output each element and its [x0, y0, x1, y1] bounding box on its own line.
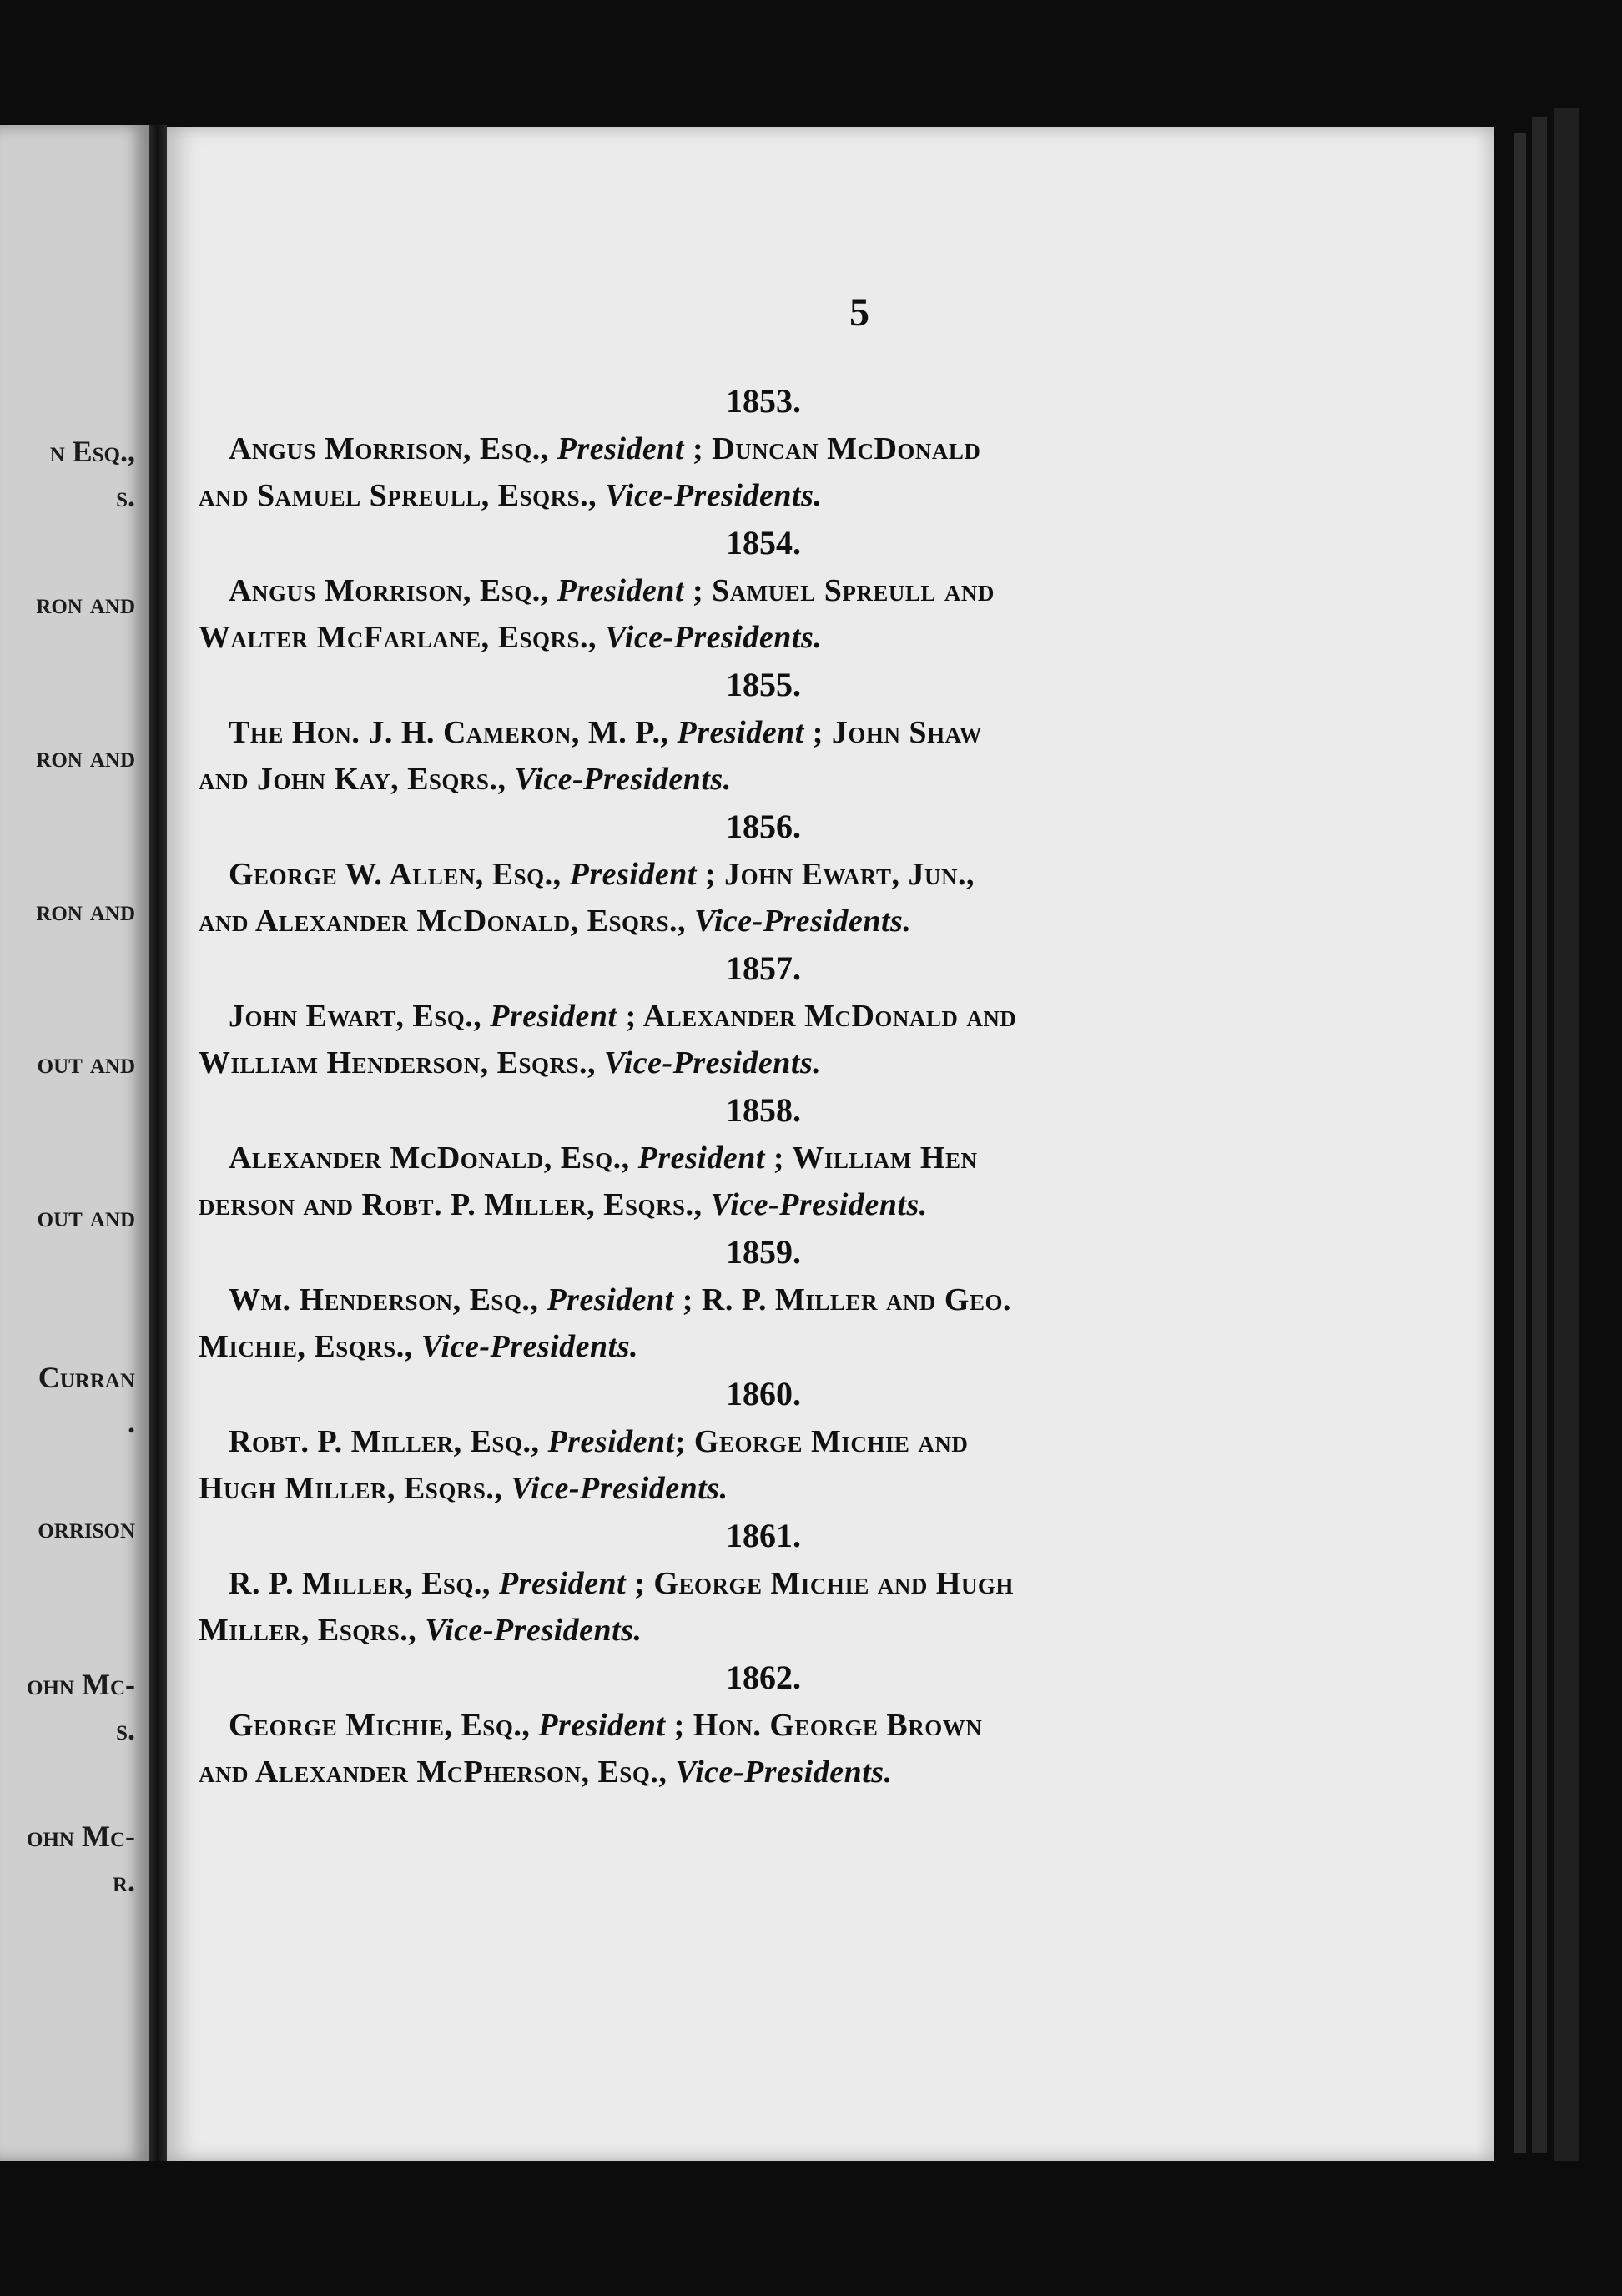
entry-line-1	[192, 1276, 1235, 1323]
entry-vice-names: derson and Robt. P. Miller, Esqrs.,	[199, 1187, 711, 1222]
entry-line-2	[192, 1465, 1235, 1512]
facing-text-fragment: s.	[116, 1713, 135, 1746]
entry-vice-role: Vice-Presidents.	[605, 620, 823, 655]
entry-line-2	[192, 1607, 1235, 1654]
facing-text-fragment: Curran	[38, 1361, 135, 1394]
page-number: 5	[849, 290, 869, 335]
entry-president-role: President	[637, 1140, 765, 1176]
entry-year: 1854.	[726, 524, 801, 561]
entry-year: 1862.	[726, 1659, 801, 1696]
officers-entry	[192, 661, 1235, 803]
entry-vice-names-start: ; John Shaw	[803, 715, 983, 750]
entry-line-2	[192, 472, 1235, 519]
entry-line-1	[192, 1418, 1235, 1465]
page-edge	[1532, 117, 1547, 2152]
book-gutter	[149, 125, 167, 2161]
entry-line-2	[192, 1181, 1235, 1228]
book-page	[167, 127, 1494, 2161]
officers-entry	[192, 1512, 1235, 1654]
entry-president-name: George Michie, Esq.,	[229, 1708, 539, 1743]
officers-entry	[192, 1654, 1235, 1795]
entry-vice-role: Vice-Presidents.	[421, 1329, 639, 1364]
facing-text-fragment: r.	[112, 1865, 135, 1898]
entry-vice-names-start: ; George Michie and	[674, 1424, 969, 1459]
facing-text-fragment: ron and	[36, 740, 135, 773]
entry-vice-role: Vice-Presidents.	[514, 762, 732, 797]
entry-line-2	[192, 898, 1235, 944]
entry-vice-names: Miller, Esqrs.,	[199, 1613, 426, 1648]
entry-vice-role: Vice-Presidents.	[675, 1755, 893, 1790]
entry-vice-names-start: ; Duncan McDonald	[684, 431, 981, 466]
entry-year: 1858.	[726, 1091, 801, 1129]
book-cover-edge	[1554, 108, 1579, 2161]
entry-year: 1853.	[726, 382, 801, 420]
facing-text-fragment: n Esq.,	[49, 435, 135, 468]
entry-president-role: President	[538, 1708, 666, 1743]
entry-vice-role: Vice-Presidents.	[425, 1613, 642, 1648]
entry-line-2	[192, 614, 1235, 661]
entry-vice-names-start: ; John Ewart, Jun.,	[696, 857, 975, 892]
entry-president-role: President	[569, 857, 697, 892]
officers-entry	[192, 519, 1235, 661]
entry-line-1	[192, 1560, 1235, 1607]
entry-vice-names-start: ; R. P. Miller and Geo.	[673, 1282, 1012, 1317]
entry-president-role: President	[547, 1282, 674, 1317]
page-edge	[1514, 133, 1526, 2152]
entry-president-role: President	[498, 1566, 627, 1601]
entry-vice-names: Walter McFarlane, Esqrs.,	[199, 620, 606, 655]
officers-entry	[192, 944, 1235, 1086]
entry-line-1	[192, 1135, 1235, 1181]
facing-text-fragment: out and	[37, 1046, 135, 1080]
facing-page-fragment	[0, 125, 149, 2161]
entry-line-2	[192, 1749, 1235, 1795]
entry-line-1	[192, 709, 1235, 756]
entry-line-2	[192, 1323, 1235, 1370]
entry-vice-names: William Henderson, Esqrs.,	[199, 1045, 604, 1080]
entry-president-name: Alexander McDonald, Esq.,	[229, 1140, 638, 1176]
entry-president-name: Angus Morrison, Esq.,	[229, 573, 557, 608]
entry-president-name: Angus Morrison, Esq.,	[229, 431, 557, 466]
entry-president-name: John Ewart, Esq.,	[229, 999, 491, 1034]
entry-year: 1861.	[726, 1517, 801, 1554]
facing-text-fragment: ohn Mc-	[27, 1668, 135, 1701]
entry-vice-names: and Samuel Spreull, Esqrs.,	[199, 478, 606, 513]
entry-vice-names-start: ; Alexander McDonald and	[617, 999, 1017, 1034]
entry-president-role: President	[557, 431, 684, 466]
entry-vice-role: Vice-Presidents.	[605, 478, 823, 513]
entry-president-name: George W. Allen, Esq.,	[229, 857, 570, 892]
entry-line-1	[192, 425, 1235, 472]
entry-president-role: President	[490, 999, 617, 1034]
entry-president-name: Robt. P. Miller, Esq.,	[229, 1424, 548, 1459]
entry-year: 1856.	[726, 808, 801, 845]
entry-line-1	[192, 851, 1235, 898]
officers-entry	[192, 803, 1235, 944]
entry-line-2	[192, 756, 1235, 803]
entry-president-role: President	[547, 1424, 675, 1459]
officers-entry	[192, 1370, 1235, 1512]
entry-vice-names-start: ; Samuel Spreull and	[684, 573, 995, 608]
entry-president-name: R. P. Miller, Esq.,	[229, 1566, 499, 1601]
entry-vice-role: Vice-Presidents.	[694, 904, 912, 939]
facing-text-fragment: ron and	[36, 587, 135, 620]
entry-vice-names-start: ; William Hen	[764, 1140, 978, 1176]
entry-president-role: President	[557, 573, 684, 608]
officers-entry	[192, 1086, 1235, 1228]
facing-text-fragment: s.	[116, 480, 135, 513]
officers-entry	[192, 1228, 1235, 1370]
entry-president-name: Wm. Henderson, Esq.,	[229, 1282, 547, 1317]
officers-entry	[192, 377, 1235, 519]
facing-text-fragment: ohn Mc-	[27, 1820, 135, 1853]
entry-vice-names: Michie, Esqrs.,	[199, 1329, 421, 1364]
entry-line-2	[192, 1040, 1235, 1086]
entry-vice-names: and Alexander McDonald, Esqrs.,	[199, 904, 695, 939]
entry-vice-names-start: ; Hon. George Brown	[665, 1708, 983, 1743]
entry-president-role: President	[677, 715, 804, 750]
entry-vice-names-start: ; George Michie and Hugh	[626, 1566, 1014, 1601]
entry-vice-names: Hugh Miller, Esqrs.,	[199, 1471, 511, 1506]
facing-text-fragment: out and	[37, 1200, 135, 1233]
entry-vice-names: and Alexander McPherson, Esq.,	[199, 1755, 676, 1790]
entry-president-name: The Hon. J. H. Cameron, M. P.,	[229, 715, 678, 750]
facing-text-fragment: .	[128, 1406, 135, 1439]
entry-line-1	[192, 993, 1235, 1040]
entry-line-1	[192, 1702, 1235, 1749]
entry-year: 1857.	[726, 949, 801, 987]
facing-text-fragment: orrison	[38, 1511, 135, 1544]
entry-vice-role: Vice-Presidents.	[603, 1045, 822, 1080]
facing-text-fragment: ron and	[36, 894, 135, 927]
entry-line-1	[192, 567, 1235, 614]
entry-year: 1860.	[726, 1375, 801, 1412]
entry-year: 1855.	[726, 666, 801, 703]
entry-vice-role: Vice-Presidents.	[710, 1187, 928, 1222]
entry-vice-names: and John Kay, Esqrs.,	[199, 762, 515, 797]
officers-list	[192, 377, 1235, 1795]
entry-vice-role: Vice-Presidents.	[511, 1471, 728, 1506]
entry-year: 1859.	[726, 1233, 801, 1271]
